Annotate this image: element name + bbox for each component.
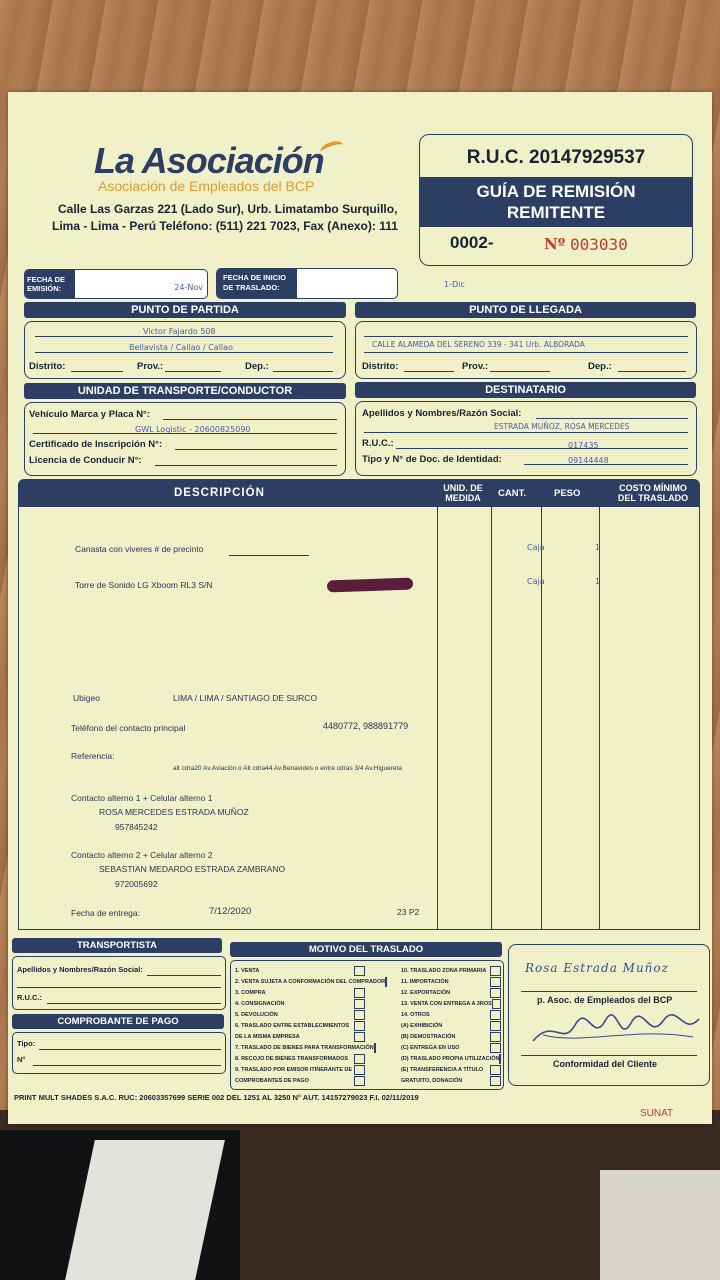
contacto1-phone: 957845242 [115,822,158,832]
motivo-item: 4. CONSIGNACIÓN [235,998,365,1009]
signer-name: Rosa Estrada Muñoz [525,961,669,975]
motivo-checkbox[interactable] [490,1010,501,1020]
table-header: DESCRIPCIÓN UNID. DE MEDIDA CANT. PESO COSTO MÍNIMO DEL TRASLADO [18,479,700,507]
motivo-item: 7. TRASLADO DE BIENES PARA TRANSFORMACIÓN [235,1044,374,1051]
motivo-traslado-box [230,960,504,1090]
motivo-item: (E) TRANSFERENCIA A TÍTULO [401,1064,501,1075]
partida-line1: Victor Fajardo 508 [143,327,216,336]
fecha-inicio-value: 1-Dic [444,280,465,289]
telefono-value: 4480772, 988891779 [323,721,409,731]
motivo-checkbox[interactable] [354,1054,365,1064]
motivo-item: 3. COMPRA [235,987,365,998]
motivo-item: 11. IMPORTACIÓN [401,976,501,987]
motivo-item: DE LA MISMA EMPRESA [235,1031,365,1042]
motivo-checkbox[interactable] [354,1065,365,1075]
destinatario-nombre: ESTRADA MUÑOZ, ROSA MERCEDES [494,422,630,431]
printer-footer: PRINT MULT SHADES S.A.C. RUC: 20603357699 SERIE 002 DEL 1251 AL 3250 N° AUT. 14157279023 F.I. 02/11/2019 [14,1093,419,1102]
ruc-box [419,134,693,266]
destinatario-box: Apellidos y Nombres/Razón Social: ESTRADA MUÑOZ, ROSA MERCEDES R.U.C.: 017435 Tipo y N° de Doc. de Identidad: 09144448 [355,401,697,476]
motivo-item: (C) ENTREGA EN USO [401,1042,501,1053]
motivo-checkbox[interactable] [354,1010,365,1020]
motivo-checkbox[interactable] [492,999,501,1009]
motivo-item: 9. TRASLADO POR EMISOR ITINERANTE DE [235,1064,365,1075]
motivo-item: 13. VENTA CON ENTREGA A 3ROS [401,998,501,1009]
destinatario-header: DESTINATARIO [355,382,696,398]
motivo-checkbox[interactable] [490,1065,501,1075]
motivo-item: GRATUITO, DONACIÓN [401,1075,501,1086]
motivo-item: 5. DEVOLUCIÓN [235,1009,365,1020]
fecha-inicio-box: FECHA DE INICIO DE TRASLADO: [216,268,398,299]
number-label: Nº [544,235,566,253]
document-series: 0002- [450,233,494,252]
floor-area [0,1110,720,1280]
partida-line2: Bellavista / Callao / Callao [129,343,233,352]
company-logo [94,140,324,194]
document-title: GUÍA DE REMISIÓN REMITENTE [420,177,692,227]
punto-partida-header: PUNTO DE PARTIDA [24,302,346,318]
signature-scribble [523,1007,703,1051]
motivo-checkbox[interactable] [490,1021,501,1031]
destinatario-ruc: 017435 [568,441,599,450]
fecha-emision-value: 24-Nov [174,283,203,292]
motivo-item: (D) TRASLADO PROPIA UTILIZACIÓN [401,1055,500,1062]
motivo-checkbox[interactable] [354,999,365,1009]
ubigeo-value: LIMA / LIMA / SANTIAGO DE SURCO [173,693,318,703]
transporte-company: GWL Logistic - 20600825090 [135,425,251,434]
entrega-code: 23 P2 [397,907,420,917]
punto-llegada-header: PUNTO DE LLEGADA [355,302,696,318]
signature-box: Rosa Estrada Muñoz p. Asoc. de Empleados del BCP Conformidad del Cliente [508,944,710,1086]
motivo-checkbox[interactable] [499,1054,501,1064]
motivo-traslado-header: MOTIVO DEL TRASLADO [230,942,502,957]
transportista-box: Apellidos y Nombres/Razón Social: R.U.C.: [12,956,226,1010]
document-number: 003030 [570,235,628,254]
motivo-checkbox[interactable] [490,988,501,998]
unidad-transporte-header: UNIDAD DE TRANSPORTE/CONDUCTOR [24,383,346,399]
motivo-checkbox[interactable] [354,966,365,976]
fecha-emision-box: FECHA DE EMISIÓN: 24-Nov [24,269,208,299]
motivo-checkbox[interactable] [490,977,501,987]
motivo-checkbox[interactable] [354,1076,365,1086]
motivo-item: COMPROBANTES DE PAGO [235,1075,365,1086]
llegada-line1: CALLE ALAMEDA DEL SERENO 339 - 341 Urb. ALBORADA [372,340,585,349]
motivo-item: 1. VENTA [235,965,365,976]
sunat-label: SUNAT [640,1108,674,1119]
motivo-checkbox[interactable] [490,1032,501,1042]
motivo-item: (A) EXHIBICIÓN [401,1020,501,1031]
entrega-value: 7/12/2020 [209,906,252,917]
company-phone: Lima - Lima - Perú Teléfono: (511) 221 7023, Fax (Anexo): 111 [52,219,398,233]
motivo-item: 12. EXPORTACIÓN [401,987,501,998]
punto-llegada-box: CALLE ALAMEDA DEL SERENO 339 - 341 Urb. ALBORADA Distrito: Prov.: Dep.: [355,321,697,379]
motivo-checkbox[interactable] [374,1043,376,1053]
motivo-item: 6. TRASLADO ENTRE ESTABLECIMIENTOS [235,1020,365,1031]
company-subtitle: Asociación de Empleados del BCP [98,178,315,194]
motivo-item: 10. TRASLADO ZONA PRIMARIA [401,965,501,976]
comprobante-box: Tipo: N° [12,1032,226,1074]
punto-partida-box: Victor Fajardo 508 Bellavista / Callao / Callao Distrito: Prov.: Dep.: [24,321,346,379]
comprobante-header: COMPROBANTE DE PAGO [12,1014,224,1029]
destinatario-doc: 09144448 [568,456,609,465]
motivo-item: (B) DEMOSTRACIÓN [401,1031,501,1042]
motivo-checkbox[interactable] [354,988,365,998]
motivo-item: 8. RECOJO DE BIENES TRANSFORMADOS [235,1053,365,1064]
company-address: Calle Las Garzas 221 (Lado Sur), Urb. Limatambo Surquillo, [58,202,398,216]
company-name: La Asociación [94,140,324,181]
items-table-body: Canasta con viveres # de precinto Caja 1 Torre de Sonido LG Xboom RL3 S/N Caja 1 Ubigeo LIMA / LIMA / SANTIAGO DE SURCO Teléfono del contacto principal 4480772, 988891779 Referencia: alt cdra20 Av.Aviación o Alt cdra44 Av.Benavides o entre cdras 3/4 Av.Higuereta Contacto alterno 1 + Celular alterno 1 ROSA MERCEDES ESTRADA MUÑOZ 957845242 Contacto alterno 2 + Celular alterno 2 SEBASTIAN MEDARDO ESTRADA ZAMBRANO 972005692 Fecha de entrega: 7/12/2020 23 P2 [18,507,700,930]
ruc-number: R.U.C. 20147929537 [466,147,646,168]
motivo-item: 2. VENTA SUJETA A CONFORMACIÓN DEL COMPRADOR [235,978,386,985]
redaction-mark [327,578,413,593]
transportista-header: TRANSPORTISTA [12,938,222,953]
motivo-checkbox[interactable] [490,1076,501,1086]
unidad-transporte-box: Vehículo Marca y Placa N°: GWL Logistic - 20600825090 Certificado de Inscripción N°: Licencia de Conducir N°: [24,402,346,476]
referencia-value: alt cdra20 Av.Aviación o Alt cdra44 Av.Benavides o entre cdras 3/4 Av.Higuereta [173,765,402,772]
motivo-checkbox[interactable] [354,1032,365,1042]
contacto2-phone: 972005692 [115,879,158,889]
contacto2-name: SEBASTIAN MEDARDO ESTRADA ZAMBRANO [99,864,286,874]
contacto1-name: ROSA MERCEDES ESTRADA MUÑOZ [99,807,249,817]
motivo-item: 14. OTROS [401,1009,501,1020]
motivo-checkbox[interactable] [385,977,387,987]
motivo-checkbox[interactable] [490,1043,501,1053]
remission-guide-document [8,92,712,1124]
motivo-checkbox[interactable] [490,966,501,976]
motivo-checkbox[interactable] [354,1021,365,1031]
